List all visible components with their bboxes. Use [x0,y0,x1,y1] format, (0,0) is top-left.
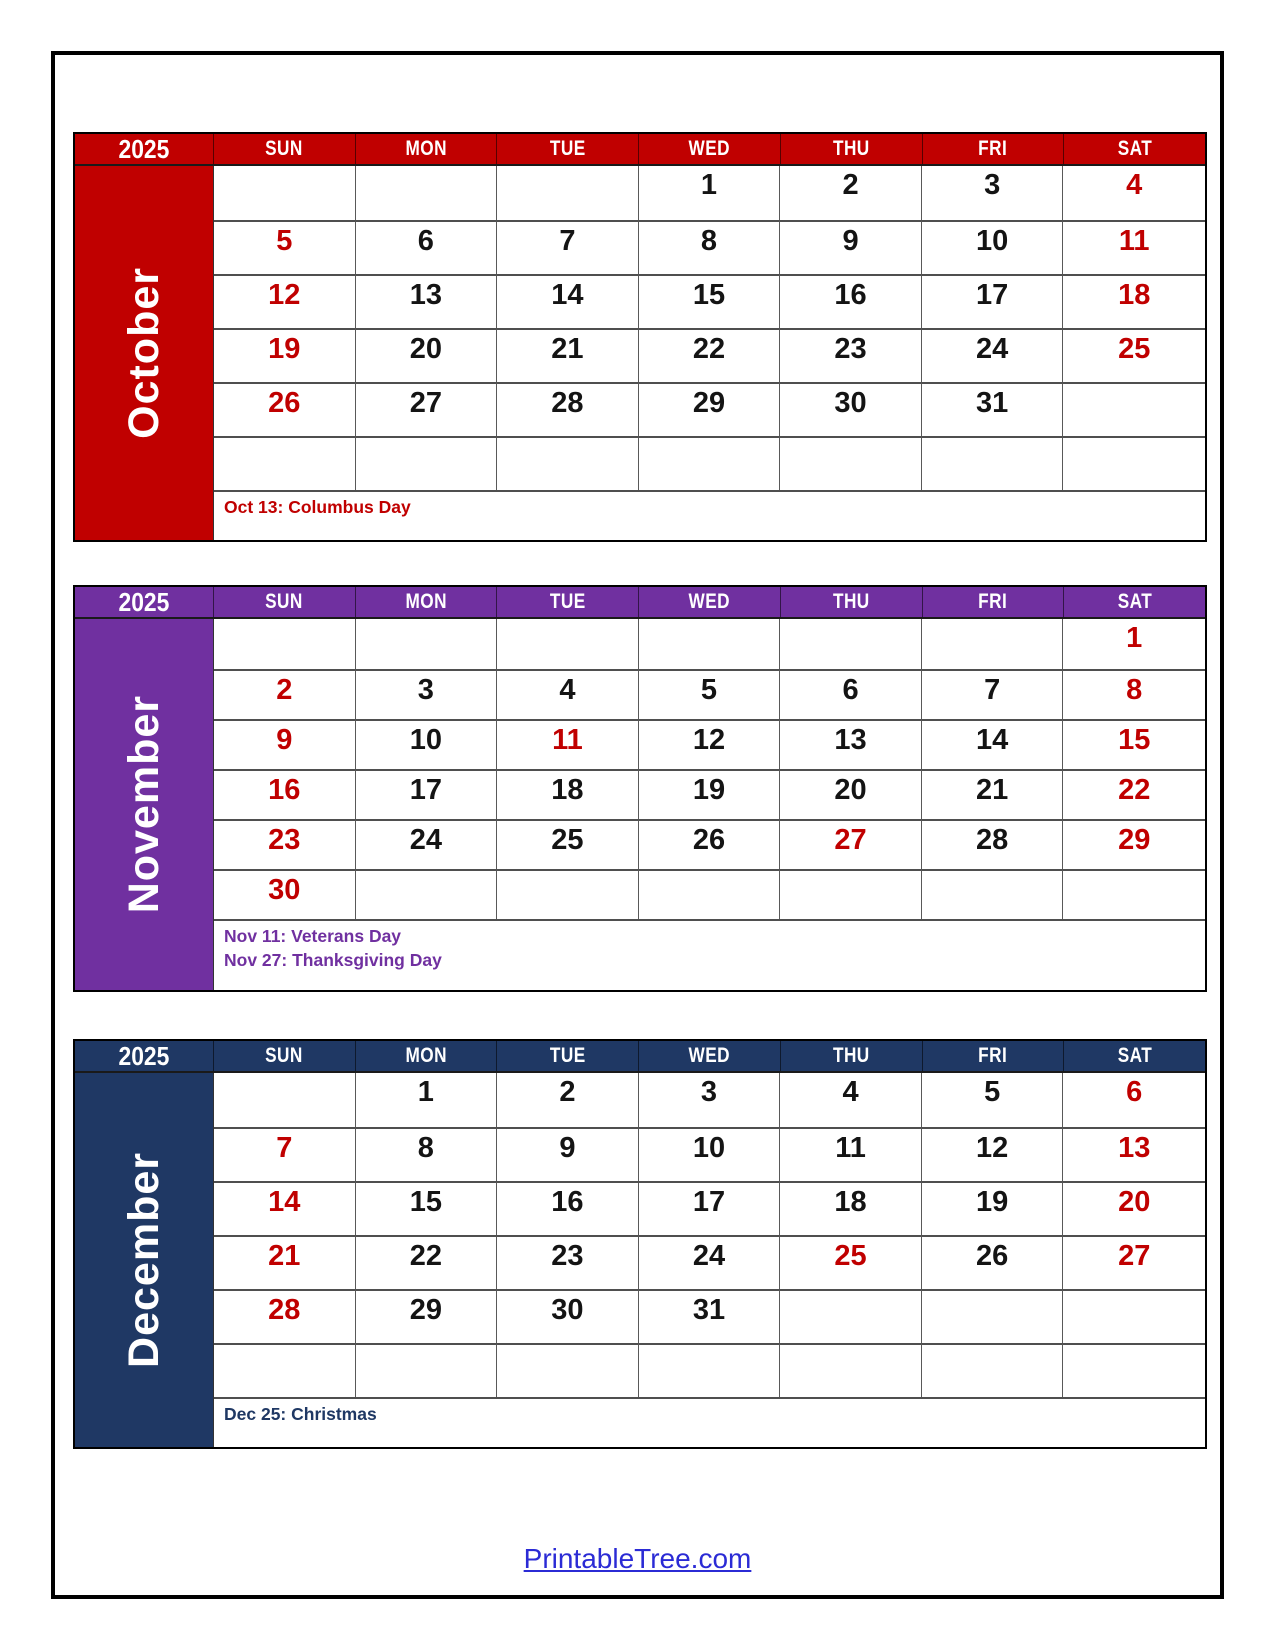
calendar-header [75,134,1205,166]
date-cell: 27 [356,382,498,436]
date-cell [214,1343,356,1397]
date-cell: 20 [780,769,922,819]
weekday-label: WED [639,587,781,617]
date-cell: 9 [497,1127,639,1181]
date-cell: 11 [497,719,639,769]
date-cell [780,869,922,919]
weekday-row [214,587,1205,617]
holiday-note-line: Nov 11: Veterans Day [224,926,402,946]
date-cell: 12 [214,274,356,328]
date-cell: 25 [780,1235,922,1289]
date-cell: 21 [214,1235,356,1289]
date-cell [356,869,498,919]
date-cell: 4 [780,1073,922,1127]
date-cell: 19 [639,769,781,819]
date-cell [356,166,498,220]
month-sidebar [75,166,214,540]
date-cell: 16 [780,274,922,328]
weekday-label: SAT [1117,137,1152,160]
date-cell: 19 [214,328,356,382]
date-cell: 25 [497,819,639,869]
date-cell [639,869,781,919]
date-cell: 8 [356,1127,498,1181]
calendar-body [75,166,1205,540]
date-cell: 17 [922,274,1064,328]
date-cell: 10 [356,719,498,769]
date-cell: 1 [356,1073,498,1127]
holiday-note-line: Oct 13: Columbus Day [224,497,411,517]
weekday-label: TUE [497,1041,639,1071]
date-cell: 31 [922,382,1064,436]
date-cell: 5 [639,669,781,719]
date-cell: 15 [356,1181,498,1235]
weekday-label: SUN [214,587,356,617]
date-cell [1063,1289,1205,1343]
date-cell: 22 [356,1235,498,1289]
date-cell: 6 [356,220,498,274]
weekday-row [214,134,1205,164]
date-cell: 24 [356,819,498,869]
weekday-label: THU [781,134,923,164]
date-cell: 5 [214,220,356,274]
weekday-label: WED [639,1041,781,1071]
footer-link[interactable]: PrintableTree.com [523,1543,752,1574]
date-cell: 13 [1063,1127,1205,1181]
date-cell: 10 [639,1127,781,1181]
date-cell [922,619,1064,669]
date-cell: 20 [1063,1181,1205,1235]
weekday-label: SUN [214,1041,356,1071]
date-cell: 28 [214,1289,356,1343]
date-cell [356,436,498,490]
date-cell [1063,382,1205,436]
holiday-note [214,1397,1205,1447]
date-cell: 3 [922,166,1064,220]
weekday-row [214,1041,1205,1071]
calendar-header [75,1041,1205,1073]
date-cell: 22 [639,328,781,382]
date-cell: 30 [497,1289,639,1343]
date-cell: 23 [214,819,356,869]
weekday-label: SUN [214,134,356,164]
holiday-note [214,919,1205,990]
date-cell: 11 [1063,220,1205,274]
date-cell: 11 [780,1127,922,1181]
weekday-label: FRI [923,587,1065,617]
date-cell [780,1343,922,1397]
weekday-label: SAT [1117,1044,1152,1067]
date-cell: 7 [214,1127,356,1181]
date-cell: 2 [780,166,922,220]
date-cell: 27 [780,819,922,869]
date-cell [780,1289,922,1343]
date-cell: 15 [639,274,781,328]
date-cell: 29 [356,1289,498,1343]
date-cell: 10 [922,220,1064,274]
date-cell [497,1343,639,1397]
date-cell [497,436,639,490]
month-sidebar [75,619,214,990]
date-cell [922,1289,1064,1343]
date-cell: 5 [922,1073,1064,1127]
date-cell: 9 [214,719,356,769]
weekday-label: THU [781,587,923,617]
calendar-body [75,619,1205,990]
weekday-label: FRI [923,134,1065,164]
date-cell: 22 [1063,769,1205,819]
date-cell: 18 [497,769,639,819]
date-cell: 17 [639,1181,781,1235]
date-cell: 6 [780,669,922,719]
date-cell: 17 [356,769,498,819]
date-cell: 23 [780,328,922,382]
date-cell [639,1343,781,1397]
calendar-november [73,585,1207,992]
date-cell [922,436,1064,490]
date-cell: 3 [639,1073,781,1127]
footer [0,1543,1275,1575]
date-cell: 9 [780,220,922,274]
date-cell: 16 [214,769,356,819]
calendar-body [75,1073,1205,1447]
date-cell: 14 [214,1181,356,1235]
date-cell: 30 [780,382,922,436]
date-cell: 25 [1063,328,1205,382]
date-cell: 30 [214,869,356,919]
date-grid [214,1073,1205,1447]
date-cell: 20 [356,328,498,382]
date-cell [497,619,639,669]
calendar-header [75,587,1205,619]
date-cell: 4 [497,669,639,719]
date-cell [639,619,781,669]
holiday-note-line: Dec 25: Christmas [224,1404,377,1424]
date-cell [497,166,639,220]
date-cell: 3 [356,669,498,719]
date-cell: 14 [497,274,639,328]
weekday-label: MON [356,1041,498,1071]
date-cell: 26 [214,382,356,436]
weekday-label: WED [639,134,781,164]
date-cell [497,869,639,919]
year-cell [75,134,214,164]
year-label: 2025 [118,1040,170,1071]
date-cell: 26 [922,1235,1064,1289]
date-cell: 21 [497,328,639,382]
calendar-october [73,132,1207,542]
date-cell: 24 [922,328,1064,382]
month-sidebar [75,1073,214,1447]
date-cell: 26 [639,819,781,869]
date-cell: 28 [497,382,639,436]
year-label: 2025 [118,586,170,617]
date-cell [214,619,356,669]
date-cell [780,436,922,490]
date-cell [214,1073,356,1127]
date-cell [356,1343,498,1397]
date-cell [214,436,356,490]
date-cell [356,619,498,669]
date-cell [1063,1343,1205,1397]
date-cell [780,619,922,669]
month-label: November [119,695,168,914]
date-cell: 7 [922,669,1064,719]
date-cell: 18 [780,1181,922,1235]
weekday-label: TUE [497,587,639,617]
date-cell: 23 [497,1235,639,1289]
date-cell: 19 [922,1181,1064,1235]
date-cell: 13 [780,719,922,769]
date-cell: 2 [214,669,356,719]
date-cell: 12 [922,1127,1064,1181]
date-cell [922,1343,1064,1397]
date-cell [922,869,1064,919]
date-cell: 21 [922,769,1064,819]
date-cell [1063,869,1205,919]
date-cell: 29 [639,382,781,436]
year-cell [75,1041,214,1071]
date-cell: 7 [497,220,639,274]
date-cell: 28 [922,819,1064,869]
year-label: 2025 [118,133,170,164]
month-label: October [119,267,168,439]
year-cell [75,587,214,617]
weekday-label: TUE [497,134,639,164]
date-cell: 16 [497,1181,639,1235]
date-cell: 12 [639,719,781,769]
date-cell: 27 [1063,1235,1205,1289]
weekday-label: SAT [1117,590,1152,613]
holiday-note-line: Nov 27: Thanksgiving Day [224,949,442,970]
holiday-note [214,490,1205,540]
calendar-december [73,1039,1207,1449]
date-cell [639,436,781,490]
date-cell: 2 [497,1073,639,1127]
weekday-label: FRI [923,1041,1065,1071]
date-cell: 18 [1063,274,1205,328]
date-cell: 13 [356,274,498,328]
date-cell: 4 [1063,166,1205,220]
date-cell [214,166,356,220]
date-grid [214,166,1205,540]
date-cell: 29 [1063,819,1205,869]
date-cell: 31 [639,1289,781,1343]
date-cell [1063,436,1205,490]
weekday-label: THU [781,1041,923,1071]
date-cell: 24 [639,1235,781,1289]
date-cell: 15 [1063,719,1205,769]
date-cell: 6 [1063,1073,1205,1127]
date-cell: 14 [922,719,1064,769]
date-cell: 1 [1063,619,1205,669]
date-cell: 8 [1063,669,1205,719]
date-grid [214,619,1205,990]
weekday-label: MON [356,134,498,164]
weekday-label: MON [356,587,498,617]
date-cell: 1 [639,166,781,220]
month-label: December [119,1152,168,1368]
date-cell: 8 [639,220,781,274]
